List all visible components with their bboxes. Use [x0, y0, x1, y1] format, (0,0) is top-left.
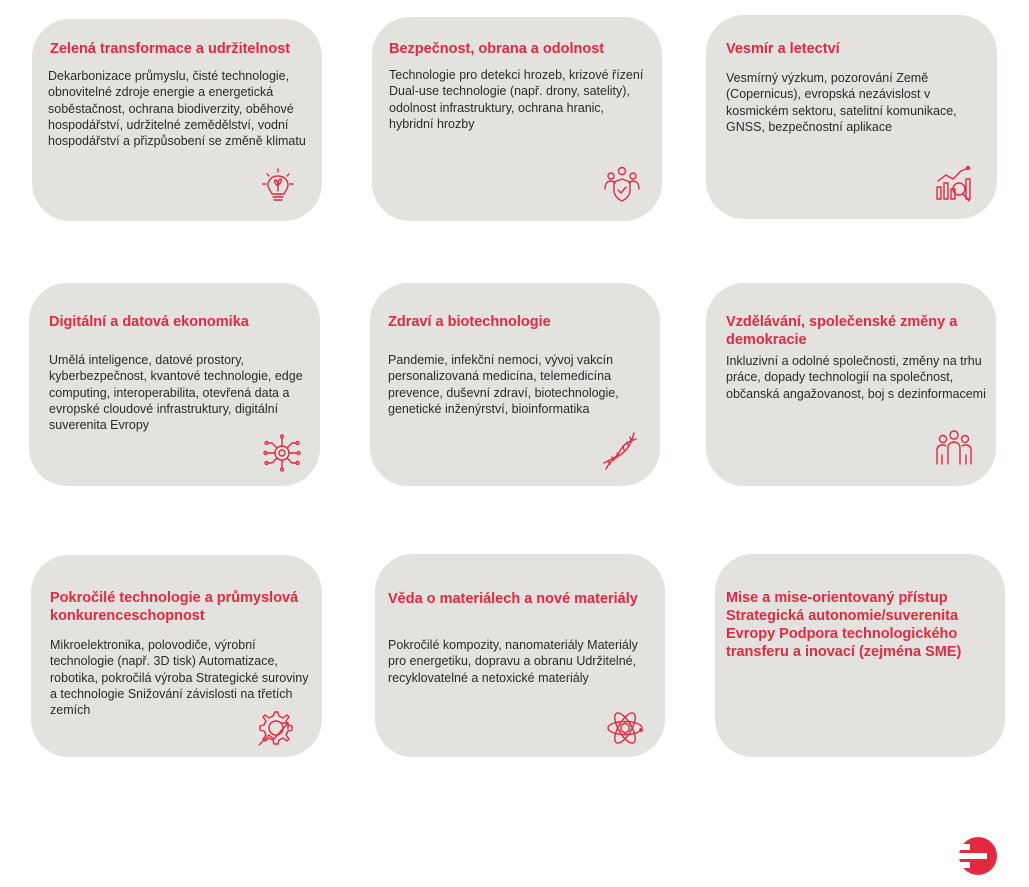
- card-description: Dekarbonizace průmyslu, čisté technologie, obnovitelné zdroje energie a energetická soběstačnost, ochrana biodiverzity, oběhové hospodářství, udržitelné zemědělství, vodní hospodářství a přizpůsobení se změně klimatu: [48, 69, 306, 149]
- card-materials-science: [375, 554, 665, 757]
- gear-growth-icon: [255, 709, 295, 749]
- card-security-defense: [372, 17, 662, 221]
- card-title: Věda o materiálech a nové materiály: [388, 591, 638, 607]
- atom-icon: [605, 708, 645, 748]
- card-education-society: [706, 283, 996, 486]
- group-people-icon: [934, 428, 974, 468]
- card-description: Mikroelektronika, polovodiče, výrobní technologie (např. 3D tisk) Automatizace, robotika, pokročilá výroba Strategické suroviny a technologie Snižování závislosti na třetích zemích: [50, 638, 309, 718]
- card-title: Vzdělávání, společenské změny a demokracie: [726, 314, 958, 348]
- card-green-transformation: [32, 19, 322, 221]
- brand-logo-icon: [958, 836, 998, 876]
- card-title: Digitální a datová ekonomika: [49, 314, 249, 330]
- people-shield-icon: [602, 165, 642, 205]
- card-title: Vesmír a letectví: [726, 41, 840, 57]
- card-description: Pokročilé kompozity, nanomateriály Materiály pro energetiku, dopravu a obranu Udržitelné, recyklovatelné a netoxické materiály: [388, 638, 638, 685]
- card-description: Technologie pro detekci hrozeb, krizové řízení Dual-use technologie (např. drony, satelity), odolnost infrastruktury, ochrana hranic, hybridní hrozby: [389, 68, 644, 131]
- card-title: Pokročilé technologie a průmyslová konkurenceschopnost: [50, 590, 299, 624]
- card-description: Pandemie, infekční nemoci, vývoj vakcín personalizovaná medicína, telemedicína prevence, duševní zdraví, biotechnologie, genetické inženýrství, bioinformatika: [388, 353, 619, 416]
- card-missions: [715, 554, 1005, 757]
- card-description: Inkluzivní a odolné společnosti, změny na trhu práce, dopady technologií na společnost, občanská angažovanost, boj s dezinformacemi: [726, 354, 986, 401]
- circuit-chip-icon: [262, 433, 302, 473]
- card-description: Vesmírný výzkum, pozorování Země (Copernicus), evropská nezávislost v kosmickém sektoru, satelitní komunikace, GNSS, bezpečnostní aplikace: [726, 71, 957, 134]
- card-title: Zdraví a biotechnologie: [388, 314, 551, 330]
- card-health-biotech: [370, 283, 660, 486]
- card-title: Zelená transformace a udržitelnost: [50, 41, 291, 57]
- dna-icon: [600, 431, 640, 471]
- card-digital-economy: [29, 283, 320, 486]
- card-title: Mise a mise-orientovaný přístup Strategická autonomie/suverenita Evropy Podpora technologického transferu a inovací (zejména SME): [726, 590, 962, 660]
- chart-magnifier-icon: [934, 165, 974, 205]
- card-space-aviation: [706, 15, 997, 219]
- lightbulb-leaf-icon: [258, 167, 298, 207]
- card-description: Umělá inteligence, datové prostory, kyberbezpečnost, kvantové technologie, edge computing, interoperabilita, otevřená data a evropské cloudové infrastruktury, digitální suverenita Evropy: [49, 353, 303, 433]
- card-advanced-technologies: [31, 555, 322, 757]
- card-title: Bezpečnost, obrana a odolnost: [389, 41, 605, 57]
